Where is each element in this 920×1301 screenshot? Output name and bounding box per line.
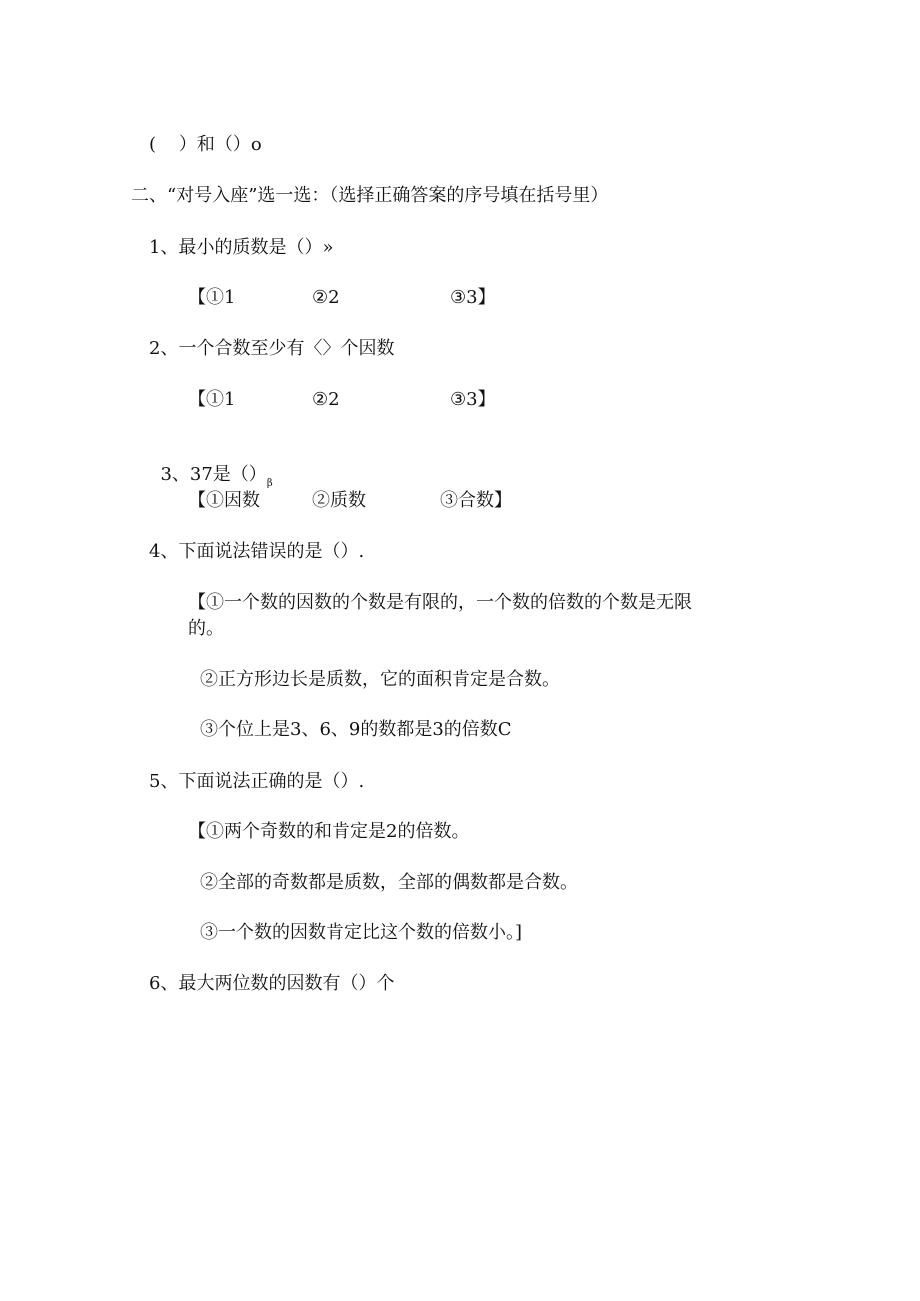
question-3-stem-mark: β: [266, 478, 273, 489]
section-heading: 二、“对号入座”选一选：（选择正确答案的序号填在括号里）: [131, 185, 609, 206]
blank-fill-line: ( ）和（）o: [149, 134, 262, 155]
question-6-stem: 6、最大两位数的因数有（）个: [149, 973, 395, 994]
question-4-option-2: ②正方形边长是质数，它的面积肯定是合数。: [200, 669, 560, 690]
question-3-option-b: ②质数: [312, 490, 366, 511]
question-3-option-c: ③合数】: [440, 490, 512, 511]
question-4-option-3: ③个位上是3、6、9的数都是3的倍数C: [200, 719, 512, 740]
question-5-option-3: ③一个数的因数肯定比这个数的倍数小。]: [200, 922, 523, 943]
question-4-stem: 4、下面说法错误的是（）.: [149, 541, 365, 562]
question-2-option-c: ③3】: [450, 389, 496, 410]
question-3-option-a: 【①因数: [188, 490, 260, 511]
question-2-option-a: 【①1: [188, 389, 236, 410]
question-1-stem: 1、最小的质数是（）»: [149, 237, 334, 258]
question-5-stem: 5、下面说法正确的是（）.: [149, 771, 365, 792]
question-1-option-c: ③3】: [450, 287, 496, 308]
question-2-option-b: ②2: [312, 389, 340, 410]
question-5-option-2: ②全部的奇数都是质数，全部的偶数都是合数。: [200, 872, 578, 893]
question-4-option-1-line-2: 的。: [188, 618, 224, 639]
question-1-option-b: ②2: [312, 287, 340, 308]
question-5-option-1: 【①两个奇数的和肯定是2的倍数。: [188, 821, 470, 842]
question-3-stem: [149, 439, 273, 496]
question-1-option-a: 【①1: [188, 287, 236, 308]
question-3-stem-text: 3、37是（）: [160, 464, 267, 485]
question-2-stem: 2、一个合数至少有〈〉个因数: [149, 338, 395, 359]
question-4-option-1-line-1: 【①一个数的因数的个数是有限的，一个数的倍数的个数是无限: [188, 592, 692, 613]
